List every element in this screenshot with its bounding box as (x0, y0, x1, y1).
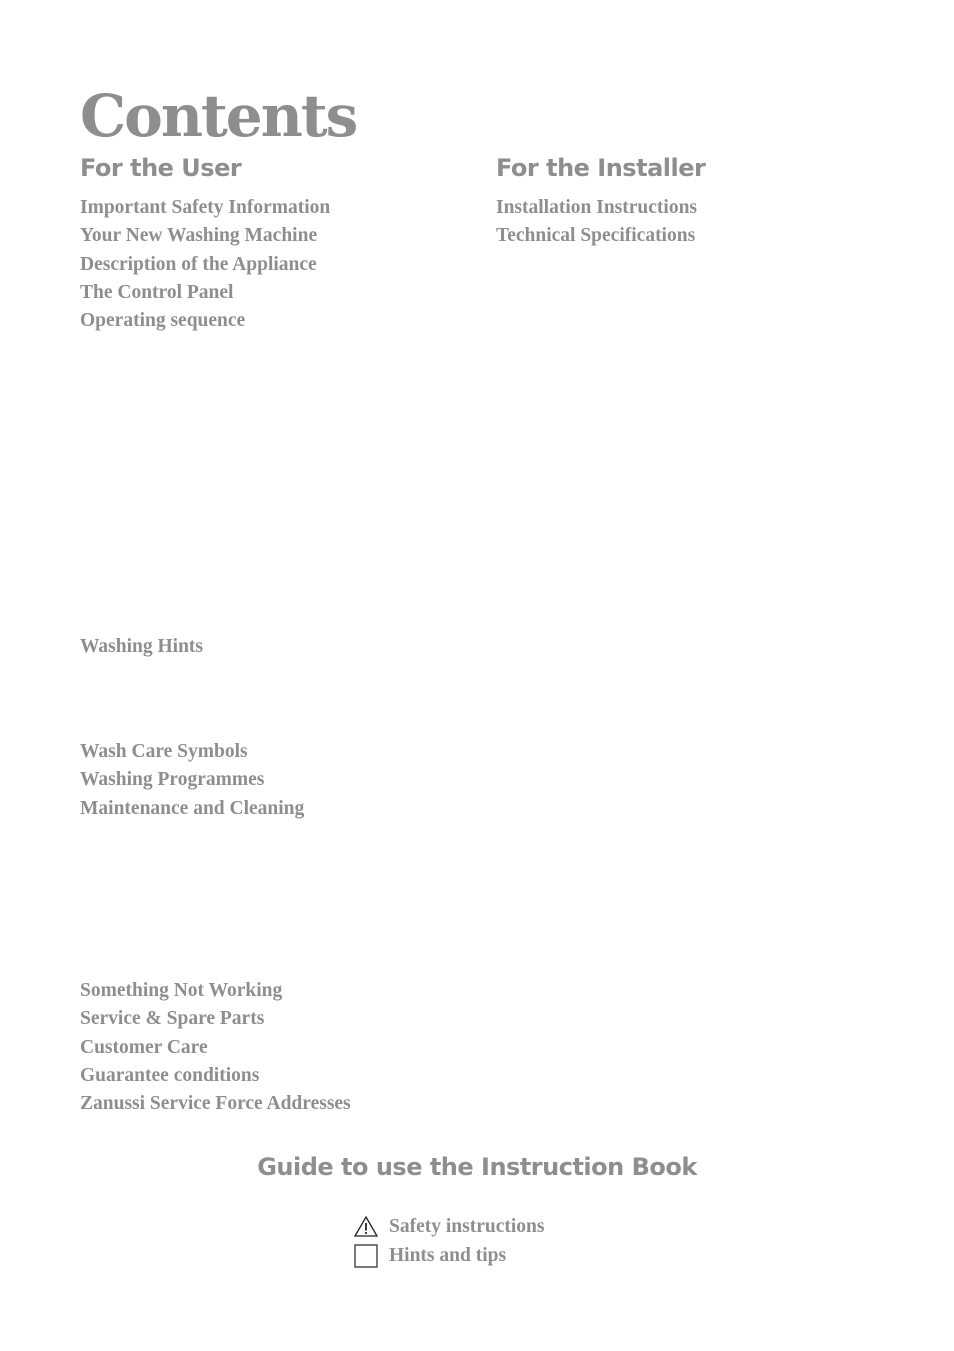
hint-box-icon (354, 1244, 378, 1268)
toc-item-operating-sequence[interactable]: Operating sequence (80, 310, 246, 332)
toc-item-something-not-working[interactable]: Something Not Working (80, 980, 283, 1001)
toc-item-guarantee-conditions[interactable]: Guarantee conditions (80, 1064, 260, 1086)
toc-item-your-new-washing-machine[interactable]: Your New Washing Machine (80, 225, 318, 247)
toc-item-important-safety-information[interactable]: Important Safety Information (80, 197, 331, 218)
legend-row-safety (354, 1212, 544, 1241)
user-contents-group-safety (80, 194, 330, 335)
user-contents-group-hints (80, 633, 203, 661)
toc-item-technical-specifications[interactable]: Technical Specifications (496, 225, 696, 247)
toc-item-maintenance-and-cleaning[interactable]: Maintenance and Cleaning (80, 797, 305, 819)
page-title: Contents (80, 82, 357, 150)
user-contents-group-care (80, 738, 304, 823)
toc-item-washing-hints[interactable]: Washing Hints (80, 636, 204, 657)
legend-label-hints: Hints and tips (389, 1244, 507, 1266)
toc-item-service-force-addresses[interactable]: Zanussi Service Force Addresses (80, 1093, 351, 1115)
toc-item-wash-care-symbols[interactable]: Wash Care Symbols (80, 741, 248, 762)
legend-label-safety: Safety instructions (389, 1215, 545, 1237)
installer-contents-list (496, 194, 697, 251)
legend-row-hints (354, 1241, 544, 1270)
symbol-legend (354, 1212, 544, 1270)
toc-item-installation-instructions[interactable]: Installation Instructions (496, 197, 697, 218)
installer-section-heading: For the Installer (496, 154, 706, 182)
user-section-heading: For the User (80, 154, 242, 182)
toc-item-description-of-the-appliance[interactable]: Description of the Appliance (80, 253, 317, 275)
toc-item-washing-programmes[interactable]: Washing Programmes (80, 769, 265, 791)
toc-item-customer-care[interactable]: Customer Care (80, 1036, 208, 1058)
toc-item-the-control-panel[interactable]: The Control Panel (80, 281, 234, 303)
user-contents-group-service (80, 977, 351, 1118)
guide-heading: Guide to use the Instruction Book (257, 1153, 697, 1181)
toc-item-service-and-spare-parts[interactable]: Service & Spare Parts (80, 1008, 265, 1030)
warning-triangle-icon (354, 1215, 378, 1239)
